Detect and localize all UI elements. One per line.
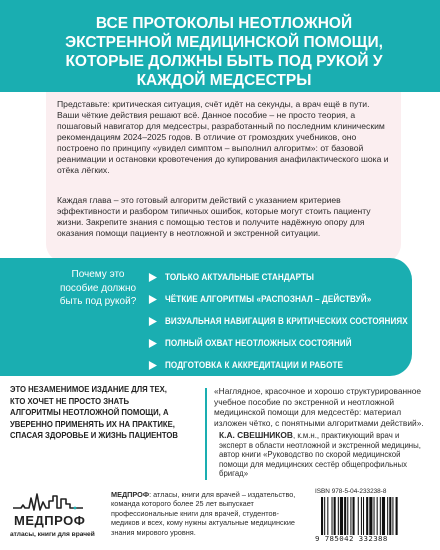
top-panel (0, 0, 440, 265)
triangle-right-icon (148, 317, 157, 326)
isbn-label: ISBN 978-5-04-233238-8 (315, 488, 387, 495)
barcode-bar (369, 497, 372, 535)
feature-label: ПОДГОТОВКА К АККРЕДИТАЦИИ И РАБОТЕ (165, 360, 344, 370)
barcode-bar (347, 497, 348, 535)
heartbeat-cityline-icon (13, 492, 83, 512)
feature-item (148, 310, 408, 332)
feature-item (148, 332, 408, 354)
feature-item (148, 266, 408, 288)
quote-author (219, 431, 429, 479)
barcode-bar (387, 497, 388, 535)
triangle-right-icon (148, 361, 157, 370)
barcode-bar (344, 497, 346, 535)
barcode-bar (380, 497, 381, 535)
barcode-graphic (321, 497, 429, 535)
barcode-bar (327, 497, 328, 535)
barcode-digits: 9 785042 332388 (315, 534, 388, 543)
feature-label: ЧЁТКИЕ АЛГОРИТМЫ «РАСПОЗНАЛ – ДЕЙСТВУЙ» (165, 294, 372, 304)
intro-paragraph-2: Каждая глава – это готовый алгоритм действий с указанием критериев эффективности и разбором типичных ошибок, которые могут стоить пациенту жизни. Закрепите знания с помощью тестов и получите надёжную опору для оказания помощи пациенту в неотложной и экстренной ситуации. (57, 195, 371, 238)
barcode-bar (324, 497, 325, 535)
barcode-bar (396, 497, 398, 535)
barcode-bar (334, 497, 336, 535)
author-name: К.А. СВЕШНИКОВ (219, 430, 293, 440)
promo-statement: ЭТО НЕЗАМЕНИМОЕ ИЗДАНИЕ ДЛЯ ТЕХ, КТО ХОЧЕТ НЕ ПРОСТО ЗНАТЬ АЛГОРИТМЫ НЕОТЛОЖНОЙ ПОМОЩИ, А УВЕРЕННО ПРИМЕНЯТЬ ИХ НА ПРАКТИКЕ, СПАСАЯ ЗДОРОВЬЕ И ЖИЗНЬ ПАЦИЕНТОВ (10, 385, 178, 440)
author-bio: , к.м.н., практикующий врач и эксперт в области неотложной и экстренной медицины, автор книги «Руководство по скорой медицинской помощи для медицинских сестёр общепрофильных бригад» (219, 431, 421, 479)
quote-divider (205, 388, 207, 480)
triangle-right-icon (148, 273, 157, 282)
barcode-bar (358, 497, 359, 535)
barcode-bar (353, 497, 355, 535)
barcode-bar (389, 497, 391, 535)
feature-label: ПОЛНЫЙ ОХВАТ НЕОТЛОЖНЫХ СОСТОЯНИЙ (165, 338, 352, 348)
barcode-bar (377, 497, 378, 535)
barcode-bar (350, 497, 351, 535)
barcode-bar (392, 497, 393, 535)
publisher-logo-slogan: атласы, книги для врачей (10, 531, 95, 538)
barcode-bar (382, 497, 385, 535)
feature-label: ТОЛЬКО АКТУАЛЬНЫЕ СТАНДАРТЫ (165, 272, 315, 282)
feature-label: ВИЗУАЛЬНАЯ НАВИГАЦИЯ В КРИТИЧЕСКИХ СОСТОЯНИЯХ (165, 316, 408, 326)
barcode-bar (374, 497, 375, 535)
barcode-bar (338, 497, 339, 535)
review-quote: «Наглядное, красочное и хорошо структурированное учебное пособие по экстренной и неотложной медицинской помощи для медсестёр: материал изложен чётко, с понятными алгоритмами действий». (214, 386, 424, 428)
publisher-description: : атласы, книги для врачей – издательство, команда которого более 25 лет выпускает профессиональные книги для врачей, студентов-медиков и всех, кому нужны актуальные медицинские знания мирового уровня. (111, 490, 296, 537)
barcode-bar (361, 497, 362, 535)
publisher-logo-word: МЕДПРОФ (14, 513, 86, 528)
barcode-block (313, 488, 433, 546)
barcode-bar (321, 497, 323, 535)
feature-item (148, 288, 408, 310)
barcode-bar (366, 497, 368, 535)
why-question: Почему это пособие должно быть под рукой? (59, 269, 137, 307)
feature-list (148, 266, 408, 376)
barcode-bar (363, 497, 364, 535)
publisher-info (111, 490, 301, 537)
intro-paragraph-1: Представьте: критическая ситуация, счёт идёт на секунды, а врач ещё в пути. Ваши чёткие действия решают всё. Данное пособие – не просто теория, а пошаговый навигатор для медсестры, разработанный по последним клиническим рекомендациям 2024–2025 годов. В отличие от громоздких учебников, оно построено по принципу «увидел симптом – выполнил алгоритм»: от базовой реанимации и остановки кровотечения до купирования анафилактического шока и отёка лёгких. (57, 99, 389, 175)
barcode-bar (332, 497, 333, 535)
feature-item (148, 354, 408, 376)
page-heading: ВСЕ ПРОТОКОЛЫ НЕОТЛОЖНОЙ ЭКСТРЕННОЙ МЕДИЦИНСКОЙ ПОМОЩИ, КОТОРЫЕ ДОЛЖНЫ БЫТЬ ПОД РУКОЙ У КАЖДОЙ МЕДСЕСТРЫ (65, 15, 383, 89)
publisher-name: МЕДПРОФ (111, 490, 150, 499)
triangle-right-icon (148, 339, 157, 348)
barcode-bar (340, 497, 343, 535)
triangle-right-icon (148, 295, 157, 304)
